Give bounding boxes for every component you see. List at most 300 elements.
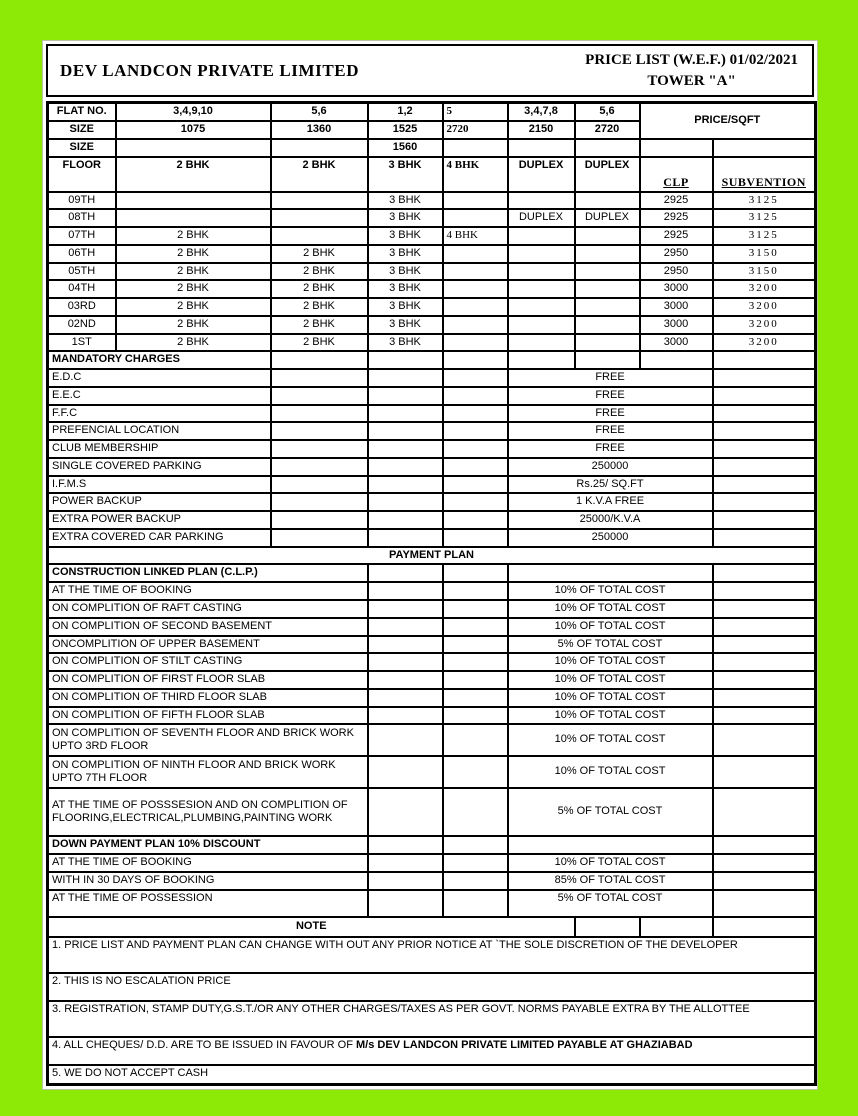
table-cell: 3125 bbox=[713, 209, 816, 227]
table-cell: 2 BHK bbox=[116, 157, 271, 192]
table-cell bbox=[443, 529, 508, 547]
col-header-size: SIZE bbox=[48, 121, 116, 139]
table-cell bbox=[368, 351, 443, 369]
table-cell bbox=[713, 756, 816, 788]
table-row bbox=[48, 973, 816, 1001]
table-cell: E.E.C bbox=[48, 387, 271, 405]
table-cell: 3200 bbox=[713, 334, 816, 352]
table-cell bbox=[713, 788, 816, 836]
table-cell: ONCOMPLITION OF UPPER BASEMENT bbox=[48, 636, 368, 654]
table-row bbox=[48, 671, 816, 689]
table-cell bbox=[508, 564, 713, 582]
table-cell: 85% OF TOTAL COST bbox=[508, 872, 713, 890]
table-cell: AT THE TIME OF BOOKING bbox=[48, 854, 368, 872]
table-cell: E.D.C bbox=[48, 369, 271, 387]
table-cell: 3000 bbox=[640, 316, 713, 334]
table-cell bbox=[713, 724, 816, 756]
document-header bbox=[46, 44, 814, 97]
table-cell bbox=[640, 139, 713, 157]
table-cell bbox=[271, 458, 368, 476]
table-cell bbox=[443, 788, 508, 836]
table-cell bbox=[271, 369, 368, 387]
table-row bbox=[48, 689, 816, 707]
table-cell bbox=[443, 582, 508, 600]
table-cell: 10% OF TOTAL COST bbox=[508, 724, 713, 756]
table-cell: 5% OF TOTAL COST bbox=[508, 636, 713, 654]
col-header-price-sqft: PRICE/SQFT bbox=[640, 103, 816, 139]
table-row bbox=[48, 157, 816, 192]
table-row bbox=[48, 209, 816, 227]
table-cell bbox=[443, 836, 508, 854]
table-cell bbox=[713, 653, 816, 671]
table-cell bbox=[368, 756, 443, 788]
table-cell bbox=[508, 263, 575, 281]
table-row bbox=[48, 564, 816, 582]
table-cell: 4 BHK bbox=[443, 227, 508, 245]
table-cell bbox=[368, 369, 443, 387]
table-row bbox=[48, 440, 816, 458]
table-cell bbox=[443, 369, 508, 387]
table-row bbox=[48, 369, 816, 387]
table-cell: 2720 bbox=[575, 121, 640, 139]
table-cell bbox=[575, 351, 640, 369]
table-row bbox=[48, 476, 816, 494]
table-cell: 10% OF TOTAL COST bbox=[508, 653, 713, 671]
table-cell: ON COMPLITION OF SEVENTH FLOOR AND BRICK WORK UPTO 3RD FLOOR bbox=[48, 724, 368, 756]
table-cell bbox=[443, 440, 508, 458]
tower-title: TOWER "A" bbox=[647, 72, 736, 89]
table-cell: 3125 bbox=[713, 227, 816, 245]
table-cell: 10% OF TOTAL COST bbox=[508, 689, 713, 707]
table-cell: 03RD bbox=[48, 298, 116, 316]
table-cell bbox=[443, 476, 508, 494]
table-cell: 1,2 bbox=[368, 103, 443, 121]
table-cell: SINGLE COVERED PARKING bbox=[48, 458, 271, 476]
table-cell: 5% OF TOTAL COST bbox=[508, 788, 713, 836]
note-item bbox=[48, 1037, 816, 1065]
table-cell bbox=[271, 476, 368, 494]
table-cell bbox=[271, 493, 368, 511]
table-cell bbox=[508, 334, 575, 352]
col-header-clp: CLP bbox=[640, 157, 713, 192]
table-cell bbox=[443, 351, 508, 369]
table-cell: 3 BHK bbox=[368, 209, 443, 227]
price-list-page bbox=[42, 40, 818, 1090]
table-cell bbox=[368, 689, 443, 707]
table-row bbox=[48, 1065, 816, 1085]
table-cell: 05TH bbox=[48, 263, 116, 281]
table-cell bbox=[508, 280, 575, 298]
table-cell: 04TH bbox=[48, 280, 116, 298]
table-cell bbox=[713, 351, 816, 369]
table-cell: 3150 bbox=[713, 245, 816, 263]
table-cell bbox=[713, 836, 816, 854]
table-row bbox=[48, 139, 816, 157]
table-cell bbox=[443, 298, 508, 316]
table-row bbox=[48, 854, 816, 872]
table-cell bbox=[368, 653, 443, 671]
table-cell: 1075 bbox=[116, 121, 271, 139]
table-cell: AT THE TIME OF POSSESSION bbox=[48, 890, 368, 917]
table-cell: 09TH bbox=[48, 192, 116, 210]
table-cell: ON COMPLITION OF FIRST FLOOR SLAB bbox=[48, 671, 368, 689]
table-cell bbox=[443, 653, 508, 671]
table-row bbox=[48, 493, 816, 511]
table-cell: PREFENCIAL LOCATION bbox=[48, 422, 271, 440]
table-cell: 2925 bbox=[640, 209, 713, 227]
table-row bbox=[48, 836, 816, 854]
table-cell: 3000 bbox=[640, 334, 713, 352]
table-cell bbox=[713, 689, 816, 707]
table-cell: 5,6 bbox=[575, 103, 640, 121]
table-cell: 3 BHK bbox=[368, 263, 443, 281]
table-cell bbox=[713, 422, 816, 440]
table-cell bbox=[271, 351, 368, 369]
table-row bbox=[48, 263, 816, 281]
table-cell: 2 BHK bbox=[271, 334, 368, 352]
section-header: NOTE bbox=[48, 917, 575, 937]
table-row bbox=[48, 618, 816, 636]
table-row bbox=[48, 653, 816, 671]
price-list-header bbox=[585, 50, 812, 91]
table-cell: ON COMPLITION OF RAFT CASTING bbox=[48, 600, 368, 618]
table-cell bbox=[271, 209, 368, 227]
table-row bbox=[48, 192, 816, 210]
table-row bbox=[48, 227, 816, 245]
table-cell: 1360 bbox=[271, 121, 368, 139]
table-cell: 3150 bbox=[713, 263, 816, 281]
note-item: 3. REGISTRATION, STAMP DUTY,G.S.T./OR ANY OTHER CHARGES/TAXES AS PER GOVT. NORMS PAYABLE EXTRA BY THE ALLOTTEE bbox=[48, 1001, 816, 1037]
table-cell: 2 BHK bbox=[116, 245, 271, 263]
table-cell bbox=[368, 458, 443, 476]
table-cell bbox=[368, 836, 443, 854]
table-cell bbox=[368, 600, 443, 618]
table-cell: 10% OF TOTAL COST bbox=[508, 854, 713, 872]
table-cell bbox=[713, 917, 816, 937]
table-cell bbox=[443, 139, 508, 157]
table-cell bbox=[443, 209, 508, 227]
table-cell bbox=[575, 192, 640, 210]
table-cell: 2 BHK bbox=[116, 334, 271, 352]
table-cell: 1 K.V.A FREE bbox=[508, 493, 713, 511]
table-row bbox=[48, 387, 816, 405]
table-cell: 3000 bbox=[640, 280, 713, 298]
table-cell bbox=[443, 334, 508, 352]
table-cell: 3000 bbox=[640, 298, 713, 316]
table-cell bbox=[575, 334, 640, 352]
table-cell bbox=[575, 316, 640, 334]
table-cell bbox=[508, 227, 575, 245]
table-cell bbox=[575, 263, 640, 281]
table-cell: EXTRA COVERED CAR PARKING bbox=[48, 529, 271, 547]
table-cell bbox=[713, 582, 816, 600]
table-row bbox=[48, 582, 816, 600]
table-cell: 2 BHK bbox=[271, 280, 368, 298]
table-cell bbox=[443, 689, 508, 707]
table-cell: 2925 bbox=[640, 227, 713, 245]
note-text: 4. ALL CHEQUES/ D.D. ARE TO BE ISSUED IN FAVOUR OF bbox=[52, 1038, 357, 1051]
table-cell: DUPLEX bbox=[508, 157, 575, 192]
table-cell bbox=[443, 263, 508, 281]
table-row bbox=[48, 334, 816, 352]
table-cell: 08TH bbox=[48, 209, 116, 227]
table-row bbox=[48, 707, 816, 725]
table-cell bbox=[368, 724, 443, 756]
table-cell: 3 BHK bbox=[368, 334, 443, 352]
table-cell bbox=[443, 724, 508, 756]
table-cell bbox=[713, 618, 816, 636]
table-cell bbox=[443, 756, 508, 788]
table-cell: FREE bbox=[508, 369, 713, 387]
table-cell bbox=[368, 440, 443, 458]
table-cell bbox=[713, 872, 816, 890]
note-item: 2. THIS IS NO ESCALATION PRICE bbox=[48, 973, 816, 1001]
table-cell: 2 BHK bbox=[116, 227, 271, 245]
table-cell bbox=[443, 564, 508, 582]
table-cell: I.F.M.S bbox=[48, 476, 271, 494]
table-cell: 2 BHK bbox=[271, 316, 368, 334]
table-cell bbox=[368, 422, 443, 440]
table-cell: 06TH bbox=[48, 245, 116, 263]
table-cell bbox=[443, 600, 508, 618]
table-cell: 4 BHK bbox=[443, 157, 508, 192]
table-cell bbox=[116, 192, 271, 210]
table-cell bbox=[443, 316, 508, 334]
table-cell bbox=[713, 854, 816, 872]
table-cell: 2 BHK bbox=[271, 298, 368, 316]
table-cell: 2925 bbox=[640, 192, 713, 210]
table-cell bbox=[443, 890, 508, 917]
table-cell bbox=[368, 511, 443, 529]
table-cell bbox=[575, 139, 640, 157]
table-cell: 10% OF TOTAL COST bbox=[508, 600, 713, 618]
table-cell bbox=[443, 671, 508, 689]
note-item: 1. PRICE LIST AND PAYMENT PLAN CAN CHANGE WITH OUT ANY PRIOR NOTICE AT `THE SOLE DISCRETION OF THE DEVELOPER bbox=[48, 937, 816, 973]
table-cell: 2950 bbox=[640, 245, 713, 263]
table-cell bbox=[443, 636, 508, 654]
table-cell bbox=[443, 280, 508, 298]
table-cell bbox=[713, 707, 816, 725]
table-cell: POWER BACKUP bbox=[48, 493, 271, 511]
table-cell: 2 BHK bbox=[271, 245, 368, 263]
table-cell bbox=[443, 405, 508, 423]
table-cell bbox=[271, 387, 368, 405]
table-cell bbox=[368, 707, 443, 725]
table-cell: 2150 bbox=[508, 121, 575, 139]
price-table bbox=[46, 101, 817, 1086]
table-cell bbox=[443, 245, 508, 263]
table-cell bbox=[368, 618, 443, 636]
table-cell bbox=[116, 209, 271, 227]
table-cell: CLUB MEMBERSHIP bbox=[48, 440, 271, 458]
table-cell: FREE bbox=[508, 440, 713, 458]
table-cell bbox=[443, 618, 508, 636]
table-row bbox=[48, 1001, 816, 1037]
table-cell bbox=[443, 511, 508, 529]
table-row bbox=[48, 422, 816, 440]
table-cell: 25000/K.V.A bbox=[508, 511, 713, 529]
table-cell bbox=[368, 405, 443, 423]
table-cell bbox=[713, 529, 816, 547]
section-header: MANDATORY CHARGES bbox=[48, 351, 271, 369]
table-row bbox=[48, 890, 816, 917]
table-row bbox=[48, 937, 816, 973]
table-cell bbox=[713, 636, 816, 654]
table-cell: 2 BHK bbox=[116, 298, 271, 316]
col-header-flat-no: FLAT NO. bbox=[48, 103, 116, 121]
table-cell: DUPLEX bbox=[575, 209, 640, 227]
price-list-title: PRICE LIST (W.E.F.) 01/02/2021 bbox=[585, 52, 798, 69]
table-cell bbox=[575, 280, 640, 298]
table-cell: 3 BHK bbox=[368, 245, 443, 263]
table-cell bbox=[443, 422, 508, 440]
table-row bbox=[48, 788, 816, 836]
table-row bbox=[48, 600, 816, 618]
section-header: CONSTRUCTION LINKED PLAN (C.L.P.) bbox=[48, 564, 368, 582]
table-cell bbox=[443, 854, 508, 872]
table-cell bbox=[508, 192, 575, 210]
table-cell: FREE bbox=[508, 405, 713, 423]
table-cell bbox=[271, 139, 368, 157]
table-cell bbox=[713, 564, 816, 582]
table-cell bbox=[443, 707, 508, 725]
table-cell: 2 BHK bbox=[116, 280, 271, 298]
table-cell bbox=[575, 917, 640, 937]
table-cell bbox=[271, 511, 368, 529]
table-cell: 3 BHK bbox=[368, 192, 443, 210]
table-cell: F.F.C bbox=[48, 405, 271, 423]
table-cell: 250000 bbox=[508, 529, 713, 547]
table-cell: 2 BHK bbox=[116, 316, 271, 334]
table-row bbox=[48, 405, 816, 423]
table-cell bbox=[508, 351, 575, 369]
table-row bbox=[48, 511, 816, 529]
table-cell: 3,4,9,10 bbox=[116, 103, 271, 121]
table-cell: 3200 bbox=[713, 280, 816, 298]
table-cell: ON COMPLITION OF SECOND BASEMENT bbox=[48, 618, 368, 636]
table-cell bbox=[508, 316, 575, 334]
company-name: DEV LANDCON PRIVATE LIMITED bbox=[60, 60, 360, 80]
table-cell bbox=[368, 636, 443, 654]
note-item: 5. WE DO NOT ACCEPT CASH bbox=[48, 1065, 816, 1085]
table-cell bbox=[368, 890, 443, 917]
table-cell: ON COMPLITION OF THIRD FLOOR SLAB bbox=[48, 689, 368, 707]
table-cell: 5% OF TOTAL COST bbox=[508, 890, 713, 917]
table-cell bbox=[575, 298, 640, 316]
col-header-size: SIZE bbox=[48, 139, 116, 157]
table-cell: FREE bbox=[508, 422, 713, 440]
table-cell: 5,6 bbox=[271, 103, 368, 121]
table-cell: DUPLEX bbox=[575, 157, 640, 192]
table-cell bbox=[368, 476, 443, 494]
table-row bbox=[48, 103, 816, 121]
table-cell: WITH IN 30 DAYS OF BOOKING bbox=[48, 872, 368, 890]
table-cell: DUPLEX bbox=[508, 209, 575, 227]
table-cell: 250000 bbox=[508, 458, 713, 476]
table-cell: 2 BHK bbox=[271, 157, 368, 192]
table-row bbox=[48, 547, 816, 565]
table-cell bbox=[368, 872, 443, 890]
table-row bbox=[48, 917, 816, 937]
table-cell bbox=[271, 529, 368, 547]
table-cell bbox=[713, 476, 816, 494]
table-cell bbox=[368, 493, 443, 511]
table-row bbox=[48, 724, 816, 756]
table-row bbox=[48, 529, 816, 547]
table-cell bbox=[713, 458, 816, 476]
table-cell bbox=[713, 440, 816, 458]
section-header: DOWN PAYMENT PLAN 10% DISCOUNT bbox=[48, 836, 368, 854]
table-cell: AT THE TIME OF POSSSESION AND ON COMPLITION OF FLOORING,ELECTRICAL,PLUMBING,PAINTING WORK bbox=[48, 788, 368, 836]
table-cell: 3125 bbox=[713, 192, 816, 210]
table-cell bbox=[271, 440, 368, 458]
table-cell: 02ND bbox=[48, 316, 116, 334]
table-cell: 07TH bbox=[48, 227, 116, 245]
table-cell bbox=[271, 227, 368, 245]
table-row bbox=[48, 298, 816, 316]
table-cell bbox=[508, 245, 575, 263]
table-cell: 10% OF TOTAL COST bbox=[508, 618, 713, 636]
table-cell: 1ST bbox=[48, 334, 116, 352]
table-cell bbox=[368, 582, 443, 600]
table-cell bbox=[368, 529, 443, 547]
table-cell bbox=[508, 139, 575, 157]
table-cell bbox=[443, 387, 508, 405]
table-cell bbox=[443, 192, 508, 210]
table-cell: 2950 bbox=[640, 263, 713, 281]
table-cell: 1560 bbox=[368, 139, 443, 157]
table-cell bbox=[368, 671, 443, 689]
table-row bbox=[48, 1037, 816, 1065]
table-row bbox=[48, 245, 816, 263]
table-cell bbox=[713, 600, 816, 618]
col-header-floor: FLOOR bbox=[48, 157, 116, 192]
section-header: PAYMENT PLAN bbox=[48, 547, 816, 565]
table-cell bbox=[443, 458, 508, 476]
table-cell bbox=[575, 227, 640, 245]
table-row bbox=[48, 280, 816, 298]
table-cell bbox=[713, 139, 816, 157]
table-cell bbox=[271, 192, 368, 210]
table-cell bbox=[271, 422, 368, 440]
table-row bbox=[48, 636, 816, 654]
table-cell: 2 BHK bbox=[271, 263, 368, 281]
table-cell bbox=[713, 511, 816, 529]
table-cell bbox=[640, 351, 713, 369]
table-cell: ON COMPLITION OF FIFTH FLOOR SLAB bbox=[48, 707, 368, 725]
table-cell: AT THE TIME OF BOOKING bbox=[48, 582, 368, 600]
table-cell bbox=[116, 139, 271, 157]
table-cell bbox=[443, 872, 508, 890]
table-cell bbox=[640, 917, 713, 937]
table-cell bbox=[575, 245, 640, 263]
table-cell: 5 bbox=[443, 103, 508, 121]
table-cell: 3200 bbox=[713, 298, 816, 316]
table-cell bbox=[508, 836, 713, 854]
table-cell: 3,4,7,8 bbox=[508, 103, 575, 121]
table-cell: 2720 bbox=[443, 121, 508, 139]
table-cell: ON COMPLITION OF STILT CASTING bbox=[48, 653, 368, 671]
table-cell: ON COMPLITION OF NINTH FLOOR AND BRICK WORK UPTO 7TH FLOOR bbox=[48, 756, 368, 788]
table-cell bbox=[368, 788, 443, 836]
col-header-subvention: SUBVENTION bbox=[713, 157, 816, 192]
table-row bbox=[48, 756, 816, 788]
table-cell: 3 BHK bbox=[368, 280, 443, 298]
table-cell: 3200 bbox=[713, 316, 816, 334]
table-cell: 10% OF TOTAL COST bbox=[508, 707, 713, 725]
table-cell bbox=[713, 890, 816, 917]
table-cell: Rs.25/ SQ.FT bbox=[508, 476, 713, 494]
